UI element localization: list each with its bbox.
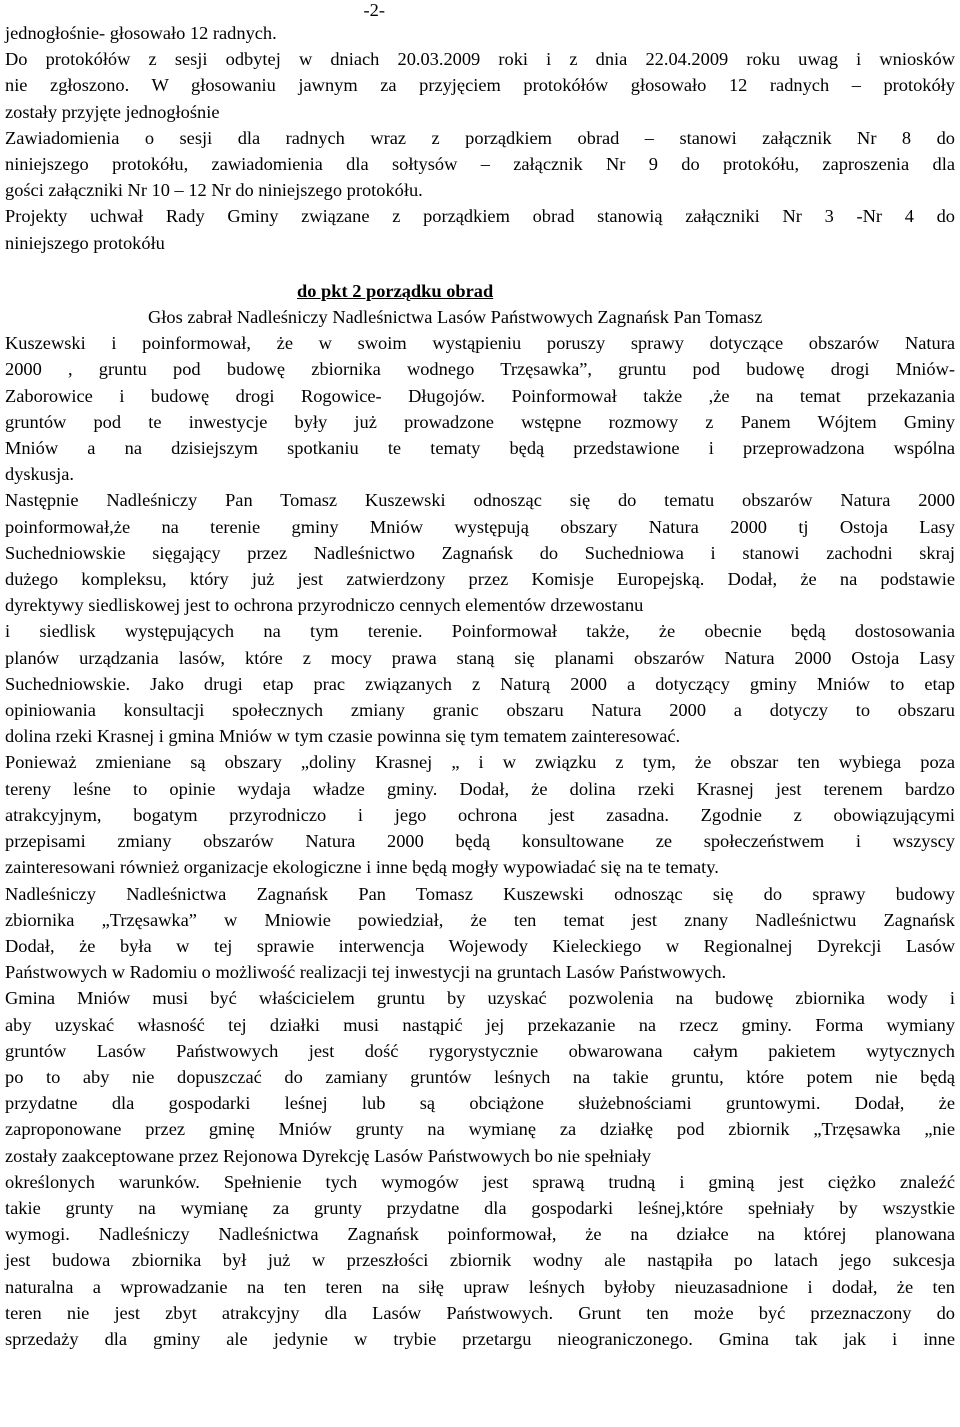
text-line: aby uzyskać własność tej działki musi nastąpić jej przekazanie na rzecz gminy. Forma wymiany [5, 1014, 955, 1035]
text-line: zaproponowane przez gminę Mniów grunty na wymianę za działkę pod zbiornik „Trzęsawka „nie [5, 1119, 955, 1140]
text-line: Ponieważ zmieniane są obszary „doliny Krasnej „ i w związku z tym, że obszar ten wybiega poza [5, 752, 955, 773]
text-line: niniejszego protokółu [5, 232, 165, 253]
text-line: poinformował,że na terenie gminy Mniów występują obszary Natura 2000 tj Ostoja Lasy [5, 516, 955, 537]
text-line: określonych warunków. Spełnienie tych wymogów jest sprawą trudną i gminą jest ciężko znaleźć [5, 1171, 955, 1192]
text-line: Zawiadomienia o sesji dla radnych wraz z porządkiem obrad – stanowi załącznik Nr 8 do [5, 127, 955, 148]
text-line: teren nie jest zbyt atrakcyjny dla Lasów Państwowych. Grunt ten może być przeznaczony do [5, 1302, 955, 1323]
document-page [5, 0, 955, 1352]
text-line: zostały przyjęte jednogłośnie [5, 101, 220, 122]
text-line: zbiornika „Trzęsawka” w Mniowie powiedział, że ten temat jest znany Nadleśnictwu Zagnańsk [5, 909, 955, 930]
text-line: Dodał, że była w tej sprawie interwencja Wojewody Kieleckiego w Regionalnej Dyrekcji Lasów [5, 935, 955, 956]
text-line: Nadleśniczy Nadleśnictwa Zagnańsk Pan Tomasz Kuszewski odnosząc się do sprawy budowy [5, 883, 955, 904]
text-line: Gmina Mniów musi być właścicielem gruntu by uzyskać pozwolenia na budowę zbiornika wody i [5, 988, 955, 1009]
body-section [5, 304, 955, 1352]
text-line: jednogłośnie- głosowało 12 radnych. [5, 23, 277, 43]
text-line: jest budowa zbiornika był już w przeszłości zbiornik wodny ale nastąpiła po latach jego sukcesja [5, 1250, 955, 1271]
text-line: Do protokółów z sesji odbytej w dniach 20.03.2009 roki i z dnia 22.04.2009 roku uwag i wniosków [5, 49, 955, 70]
text-line: dużego kompleksu, który już jest zatwierdzony przez Komisje Europejską. Dodał, że na podstawie [5, 569, 955, 590]
text-line: gruntów pod te inwestycje były już prowadzone wstępne rozmowy z Panem Wójtem Gminy [5, 411, 955, 432]
page-number: -2- [363, 0, 385, 20]
text-line: atrakcyjnym, bogatym przyrodniczo i jego ochrona jest zasadna. Zgodnie z obowiązującymi [5, 804, 955, 825]
text-line: zostały zaakceptowane przez Rejonowa Dyrekcję Lasów Państwowych bo nie spełniały [5, 1145, 651, 1166]
text-line: wymogi. Nadleśniczy Nadleśnictwa Zagnańsk poinformował, że na działce na której planowana [5, 1224, 955, 1245]
text-line: po to aby nie dopuszczać do zamiany gruntów leśnych na takie gruntu, które potem nie będą [5, 1066, 955, 1087]
text-line: Państwowych w Radomiu o możliwość realizacji tej inwestycji na gruntach Lasów Państwowych. [5, 962, 727, 983]
text-line: przepisami zmiany obszarów Natura 2000 będą konsultowane ze społeczeństwem i wszyscy [5, 831, 955, 852]
text-line: i siedlisk występujących na tym terenie. Poinformował także, że obecnie będą dostosowania [5, 621, 955, 642]
text-line: Kuszewski i poinformował, że w swoim wystąpieniu poruszy sprawy dotyczące obszarów Natura [5, 333, 955, 354]
text-line: nie zgłoszono. W głosowaniu jawnym za przyjęciem protokółów głosowało 12 radnych – protokóły [5, 75, 955, 96]
text-line: dyrektywy siedliskowej jest to ochrona przyrodniczo cennych elementów drzewostanu [5, 595, 644, 616]
text-line: dyskusja. [5, 464, 74, 485]
text-line: Projekty uchwał Rady Gminy związane z porządkiem obrad stanowią załączniki Nr 3 -Nr 4 do [5, 206, 955, 227]
text-line: Suchedniowskie sięgający przez Nadleśnictwo Zagnańsk do Suchedniowa i stanowi zachodni skraj [5, 542, 955, 563]
text-line: 2000 , gruntu pod budowę zbiornika wodnego Trzęsawka”, gruntu pod budowę drogi Mniów- [5, 359, 955, 380]
text-line: niniejszego protokółu, zawiadomienia dla sołtysów – załącznik Nr 9 do protokółu, zaproszenia dla [5, 154, 955, 175]
text-line: dolina rzeki Krasnej i gmina Mniów w tym czasie powinna się tym tematem zainteresować. [5, 726, 681, 747]
text-line: sprzedaży dla gminy ale jedynie w trybie przetargu nieograniczonego. Gmina tak jak i inne [5, 1328, 955, 1349]
text-line: Następnie Nadleśniczy Pan Tomasz Kuszewski odnosząc się do tematu obszarów Natura 2000 [5, 490, 955, 511]
text-line: Głos zabrał Nadleśniczy Nadleśnictwa Lasów Państwowych Zagnańsk Pan Tomasz [148, 307, 763, 328]
section-heading: do pkt 2 porządku obrad [297, 280, 494, 301]
text-line: gości załączniki Nr 10 – 12 Nr do niniejszego protokółu. [5, 180, 423, 201]
text-line: Mniów a na dzisiejszym spotkaniu te tematy będą przedstawione i przeprowadzona wspólna [5, 438, 955, 459]
text-line: takie grunty na wymianę za grunty przydatne dla gospodarki leśnej,które spełniały by wszystkie [5, 1197, 955, 1218]
text-line: opiniowania konsultacji społecznych zmiany granic obszaru Natura 2000 a dotyczy to obszaru [5, 700, 955, 721]
text-line: naturalna a wprowadzanie na ten teren na siłę upraw leśnych byłoby nieuzasadnione i dodał, że ten [5, 1276, 955, 1297]
text-line: planów urządzania lasów, które z mocy prawa staną się planami obszarów Natura 2000 Ostoja Lasy [5, 647, 955, 668]
text-line: gruntów Lasów Państwowych jest dość rygorystycznie obwarowana całym pakietem wytycznych [5, 1040, 955, 1061]
text-line: Suchedniowskie. Jako drugi etap prac związanych z Naturą 2000 a dotyczący gminy Mniów to etap [5, 673, 955, 694]
text-line: tereny leśne to opinie wydaja władze gminy. Dodał, że dolina rzeki Krasnej jest terenem bardzo [5, 778, 955, 799]
text-line: Zaborowice i budowę drogi Rogowice- Długojów. Poinformował także ,że na temat przekazania [5, 385, 955, 406]
text-line: zainteresowani również organizacje ekologiczne i inne będą mogły wypowiadać się na te tematy. [5, 857, 719, 878]
text-line: przydatne dla gospodarki leśnej lub są obciążone służebnościami gruntowymi. Dodał, że [5, 1093, 955, 1114]
intro-section [5, 20, 955, 256]
